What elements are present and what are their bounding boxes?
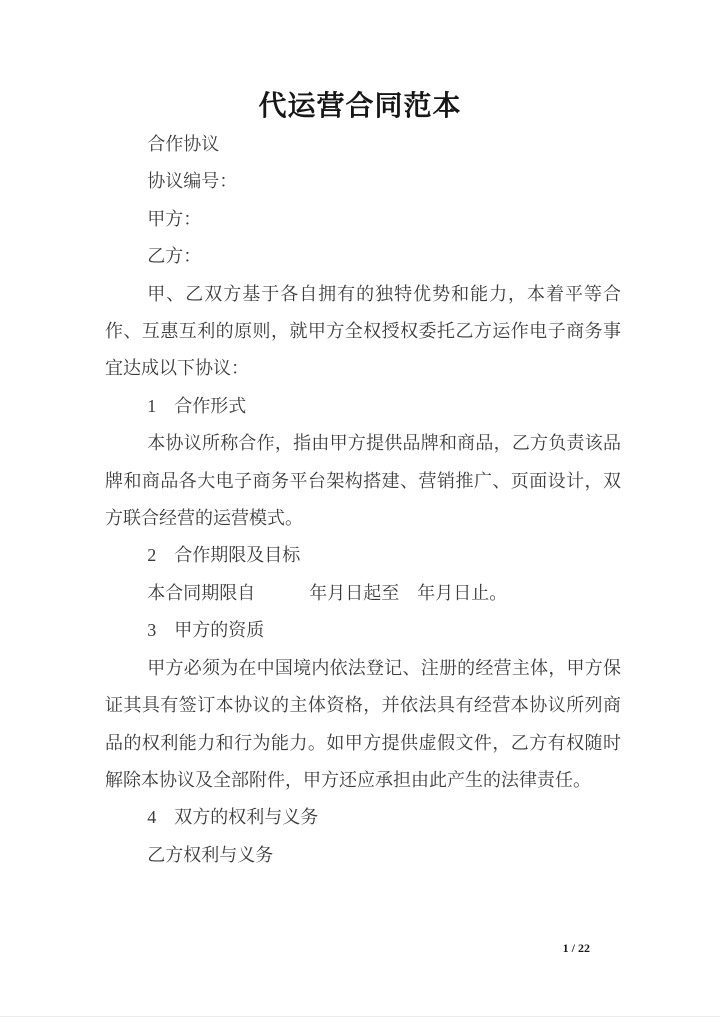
paragraph-section-1-body: 本协议所称合作，指由甲方提供品牌和商品，乙方负责该品牌和商品各大电子商务平台架构搭建、营销推广、页面设计，双方联合经营的运营模式。 <box>105 433 621 529</box>
line-party-a: 甲方： <box>147 208 202 229</box>
heading-section-1: 1 合作形式 <box>147 395 247 416</box>
line-party-b: 乙方： <box>147 246 202 267</box>
heading-section-4: 4 双方的权利与义务 <box>147 807 319 828</box>
paragraph-preamble: 甲、乙双方基于各自拥有的独特优势和能力，本着平等合作、互惠互利的原则，就甲方全权授权委托乙方运作电子商务事宜达成以下协议： <box>105 283 621 379</box>
document-title: 代运营合同范本 <box>258 91 462 122</box>
heading-section-2: 2 合作期限及目标 <box>147 545 301 566</box>
line-agreement-number: 协议编号： <box>147 171 238 192</box>
page-number: 1 / 22 <box>562 941 590 955</box>
document-body <box>105 126 621 874</box>
line-cooperation-agreement: 合作协议 <box>147 134 220 154</box>
paragraph-section-3-body: 甲方必须为在中国境内依法登记、注册的经营主体，甲方保证其具有签订本协议的主体资格，并依法具有经营本协议所列商品的权利能力和行为能力。如甲方提供虚假文件，乙方有权随时解除本协议及全部附件，甲方还应承担由此产生的法律责任。 <box>105 657 621 790</box>
page-footer <box>563 941 590 956</box>
heading-section-3: 3 甲方的资质 <box>147 620 265 641</box>
paragraph-section-2-body: 本合同期限自 年月日起至 年月日止。 <box>147 582 508 603</box>
line-party-b-rights-subheading: 乙方权利与义务 <box>147 844 274 865</box>
